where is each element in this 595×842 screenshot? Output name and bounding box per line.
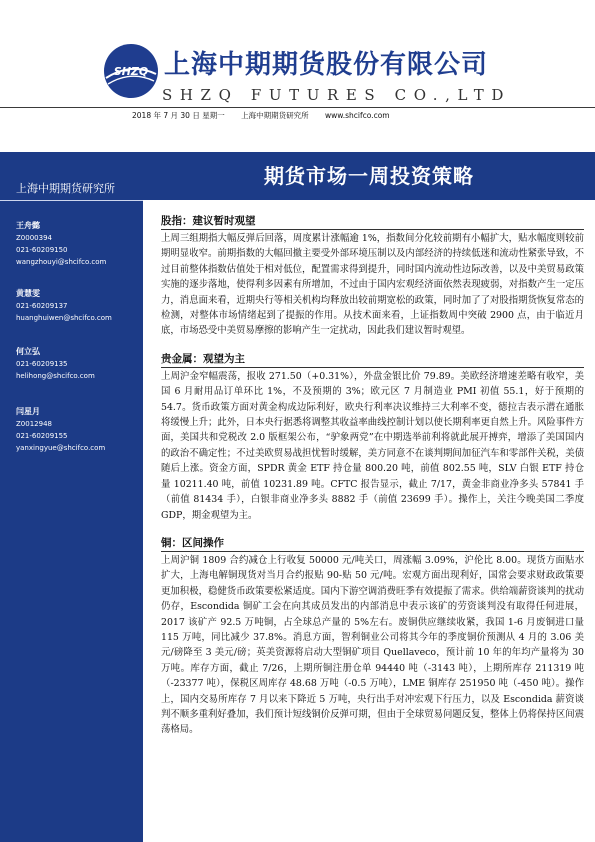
section-body: 上周沪铜 1809 合约减仓上行收复 50000 元/吨关口，周涨幅 3.09%，沪伦比 8.00。现货方面贴水扩大，上海电解铜现货对当月合约报贴 90-贴 50 元/吨。宏观方面出现利好，国常会要求财政政策要更加积极，稳健货币政策要松紧适度。国内下游空调消费旺季有效提振了需求。供给端薪资谈判的扰动仍存，Escondida 铜矿工会在向其成员发出的内部消息中表示该矿的劳资谈判没有取得任何进展，2017 该矿产 92.5 万吨铜，占全球总产量的 5%左右。废铜供应继续收紧，我国 1-6 月废铜进口量 115 万吨，同比减少 37.8%。消息方面，智利铜业公司将其今年的季度铜价预测从 4 月的 3.06 美元/磅降至 3 美元/磅；英美资源将启动大型铜矿项目 Quellaveco，预计前 10 年的年均产量将为 30 万吨。库存方面，截止 7/26，上期所铜注册仓单 94440 吨（-3143 吨），上期所库存 211319 吨（-23377 吨），保税区周库存 48.68 万吨（-0.5 万吨），LME 铜库存 251950 吨（-450 吨）。操作上，国内交易所库存 7 月以来下降近 5 万吨，央行出手对冲宏观下行压力，以及 Escondida 薪资谈判不顺多重利好叠加，我们预计短线铜价反弹可期，但由于全球贸易问题反复，整体上仍将保持区间震荡格局。 <box>161 554 584 736</box>
company-name-en: SHZQ FUTURES CO.,LTD <box>162 86 512 104</box>
analyst-card <box>16 406 105 454</box>
sidebar-title: 上海中期期货研究所 <box>16 182 115 195</box>
section-title: 贵金属：观望为主 <box>161 352 584 368</box>
analyst-card <box>16 220 106 268</box>
analyst-card <box>16 346 95 382</box>
section-stock-index <box>161 214 584 339</box>
header-institute: 上海中期期货研究所 <box>241 111 309 120</box>
analyst-email[interactable]: helihong@shcifco.com <box>16 372 95 380</box>
analyst-card <box>16 288 112 324</box>
analyst-name: 何立弘 <box>16 347 40 356</box>
report-date: 2018 年 7 月 30 日 星期一 <box>132 111 225 120</box>
analyst-name: 王舟懿 <box>16 221 40 230</box>
report-content <box>161 214 584 751</box>
header-divider <box>0 107 595 108</box>
analyst-email[interactable]: huanghuiwen@shcifco.com <box>16 314 112 322</box>
company-logo <box>104 44 158 98</box>
section-copper <box>161 536 584 738</box>
analyst-phone: 021-60209150 <box>16 246 68 254</box>
sidebar-divider <box>0 200 143 201</box>
analyst-email[interactable]: wangzhouyi@shcifco.com <box>16 258 107 266</box>
sidebar <box>0 152 143 842</box>
section-title: 铜：区间操作 <box>161 536 584 552</box>
section-body: 上周三组期指大幅反弹后回落，周度累计涨幅逾 1%，指数间分化较前期有小幅扩大，贴水幅度则较前期明显收窄。前期指数的大幅回撤主要受外部环境压制以及内部经济的持续低迷和流动性紧张导致，不过目前整体指数估值处于相对低位，配置需求得到提升，同时国内流动性边际改善，以及中美贸易政策实施的逐步落地，使得利多因素有所增加，不过由于国内宏观经济面依然表现疲弱，对指数产生一定压力，消息面来看，近期央行等相关机构均释放出较前期宽松的政策，同时加了了对股指期货恢复常态的检测，对整体市场情绪起到了提振的作用。从技术面来看，上证指数周中突破 2900 点，由于临近月底，市场恐受中美贸易摩擦的影响产生一定扰动，因此我们建议暂时观望。 <box>161 233 584 337</box>
analyst-phone: 021-60209155 <box>16 432 68 440</box>
report-title-banner <box>143 152 595 200</box>
website-link[interactable]: www.shcifco.com <box>325 111 390 120</box>
logo-letters: SHZQ <box>113 65 149 78</box>
analyst-license: Z0000394 <box>16 234 52 242</box>
header-info <box>132 110 404 121</box>
analyst-email[interactable]: yanxingyue@shcifco.com <box>16 444 106 452</box>
section-body: 上周沪金窄幅震荡，报收 271.50（+0.31%），外盘金银比价 79.89。美欧经济增速差略有收窄，美国 6 月耐用品订单环比 1%，不及预期的 3%；欧元区 7 月制造业 PMI 初值 55.1，好于预期的 54.7。货币政策方面对黄金构成边际利好，欧央行利率决议维持三大利率不变，德拉吉表示潜在通胀将缓慢上升；此外，日本央行据悉将调整其收益率曲线控制计划以使长期利率更自然上升。风险事件方面，美国共和党税改 2.0 版框架公布，“驴象两党”在中期选举前利将就此展开搏弈，增添了美国国内的政治不确定性；不过美欧贸易战担忧暂时缓解，美方同意不在谈判期间加征汽车和零部件关税，美债随后上涨。资金方面，SPDR 黄金 ETF 持仓量 800.20 吨，前值 802.55 吨，SLV 白银 ETF 持仓量 10211.40 吨，前值 10231.89 吨。CFTC 报告显示，截止 7/17，黄金非商业净多头 57841 手（前值 81434 手），白银非商业净多头 8882 手（前值 23699 手）。操作上，关注今晚美国二季度 GDP，期金观望为主。 <box>161 370 584 521</box>
analyst-license: Z0012948 <box>16 420 52 428</box>
analyst-name: 闫星月 <box>16 407 40 416</box>
section-precious-metals <box>161 352 584 523</box>
logo-emblem-icon <box>104 44 158 98</box>
company-name: 上海中期期货股份有限公司 <box>164 50 489 80</box>
section-title: 股指：建议暂时观望 <box>161 214 584 230</box>
report-title: 期货市场一周投资策略 <box>264 164 474 188</box>
analyst-phone: 021-60209137 <box>16 302 68 310</box>
analyst-phone: 021-60209135 <box>16 360 68 368</box>
analyst-name: 黄慧雯 <box>16 289 40 298</box>
